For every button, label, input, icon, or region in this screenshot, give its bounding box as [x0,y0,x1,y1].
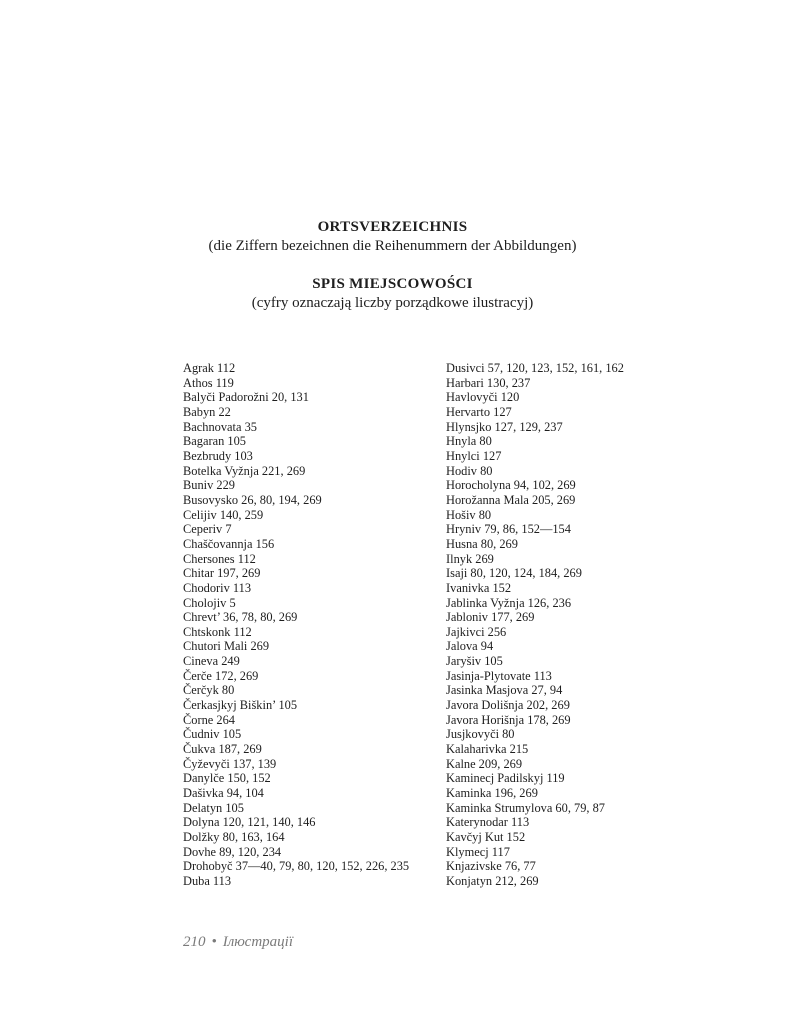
index-entry: Bezbrudy 103 [183,448,253,463]
page-footer [183,934,293,951]
index-entry: Jalova 94 [446,639,494,654]
index-entry: Horožanna Mala 205, 269 [446,492,576,507]
index-entry: Hodiv 80 [446,463,493,478]
section-title: Ілюстрації [222,934,294,950]
index-entry: Čudniv 105 [183,727,242,742]
index-entry: Havlovyči 120 [446,390,520,405]
index-entry: Isaji 80, 120, 124, 184, 269 [446,566,582,581]
page-subtitle-polish: (cyfry oznaczają liczby porządkowe ilustracyj) [251,295,534,311]
index-entry: Dašivka 94, 104 [183,786,264,801]
index-entry: Chitar 197, 269 [183,566,261,581]
index-entry: Konjatyn 212, 269 [446,873,539,888]
index-entry: Katerynodar 113 [446,815,530,830]
index-entry: Bagaran 105 [183,434,246,449]
index-entry: Knjazivske 76, 77 [446,859,536,874]
index-entry: Dusivci 57, 120, 123, 152, 161, 162 [446,361,624,375]
index-entry: Kaminka Strumylova 60, 79, 87 [446,800,605,815]
index-entry: Čerkasjkyj Biškin’ 105 [183,698,298,713]
index-entry: Čerče 172, 269 [183,668,259,683]
index-entry: Chrevt’ 36, 78, 80, 269 [183,610,298,625]
index-entry: Balyči Padorožni 20, 131 [183,390,309,405]
footer-separator: • [211,934,217,950]
index-entry: Javora Dolišnja 202, 269 [446,698,570,713]
index-entry: Duba 113 [183,873,232,888]
index-entry: Cholojiv 5 [183,595,236,610]
index-entry: Chodoriv 113 [183,580,252,595]
index-entry: Chtskonk 112 [183,624,252,639]
index-entry: Buniv 229 [183,478,235,493]
index-entry: Botelka Vyžnja 221, 269 [183,463,306,478]
index-entry: Babyn 22 [183,404,231,419]
index-entry: Ivanivka 152 [446,580,512,595]
page-title-german: ORTSVERZEICHNIS [317,219,468,235]
index-entry: Cineva 249 [183,654,240,669]
index-entry: Athos 119 [183,375,234,390]
index-entry: Bachnovata 35 [183,419,257,434]
index-entry: Čyževyči 137, 139 [183,756,277,771]
index-entry: Klymecj 117 [446,844,510,859]
page-number: 210 [183,934,206,950]
index-entry: Jajkivci 256 [446,624,507,639]
index-column-left [183,361,409,889]
index-entry: Harbari 130, 237 [446,375,531,390]
index-entry: Dovhe 89, 120, 234 [183,844,282,859]
index-entry: Chersones 112 [183,551,256,566]
index-entry: Husna 80, 269 [446,536,518,551]
index-entry: Chutori Mali 269 [183,639,270,654]
index-entry: Agrak 112 [183,361,236,375]
index-entry: Jabloniv 177, 269 [446,610,535,625]
index-entry: Hervarto 127 [446,404,512,419]
index-entry: Dolžky 80, 163, 164 [183,830,285,844]
index-entry: Celijiv 140, 259 [183,507,264,522]
index-entry: Horocholyna 94, 102, 269 [446,478,576,493]
page-subtitle-german: (die Ziffern bezeichnen die Reihenummern der Abbildungen) [208,238,577,254]
index-entry: Čukva 187, 269 [183,742,262,757]
index-entry: Javora Horišnja 178, 269 [446,712,571,727]
index-entry: Kaminecj Padilskyj 119 [446,771,565,786]
index-entry: Hošiv 80 [446,507,492,522]
index-entry: Kavčyj Kut 152 [446,830,526,844]
index-entry: Čorne 264 [183,712,235,727]
index-entry: Kalaharivka 215 [446,742,529,757]
index-entry: Drohobyč 37—40, 79, 80, 120, 152, 226, 235 [183,859,410,874]
index-column-right [446,361,624,889]
index-entry: Jaryšiv 105 [446,654,503,669]
index-entry: Dolyna 120, 121, 140, 146 [183,815,316,830]
index-entry: Delatyn 105 [183,800,244,815]
index-entry: Hnyla 80 [446,434,492,449]
index-entry: Jasinja-Plytovate 113 [446,668,552,683]
index-entry: Čerčyk 80 [183,683,235,698]
index-entry: Danylče 150, 152 [183,771,271,786]
index-entry: Hlynsjko 127, 129, 237 [446,419,563,434]
index-entry: Jablinka Vyžnja 126, 236 [446,595,572,610]
index-entry: Busovysko 26, 80, 194, 269 [183,492,322,507]
page-title-polish: SPIS MIEJSCOWOŚCI [312,276,473,292]
index-entry: Kaminka 196, 269 [446,786,538,801]
index-entry: Kalne 209, 269 [446,756,523,771]
index-entry: Ceperiv 7 [183,522,232,537]
index-entry: Hnylci 127 [446,448,502,463]
index-entry: Hryniv 79, 86, 152—154 [446,522,571,537]
index-entry: Chaščovannja 156 [183,536,275,551]
index-entry: Jasinka Masjova 27, 94 [446,683,563,698]
index-entry: Ilnyk 269 [446,551,494,566]
index-entry: Jusjkovyči 80 [446,727,515,742]
